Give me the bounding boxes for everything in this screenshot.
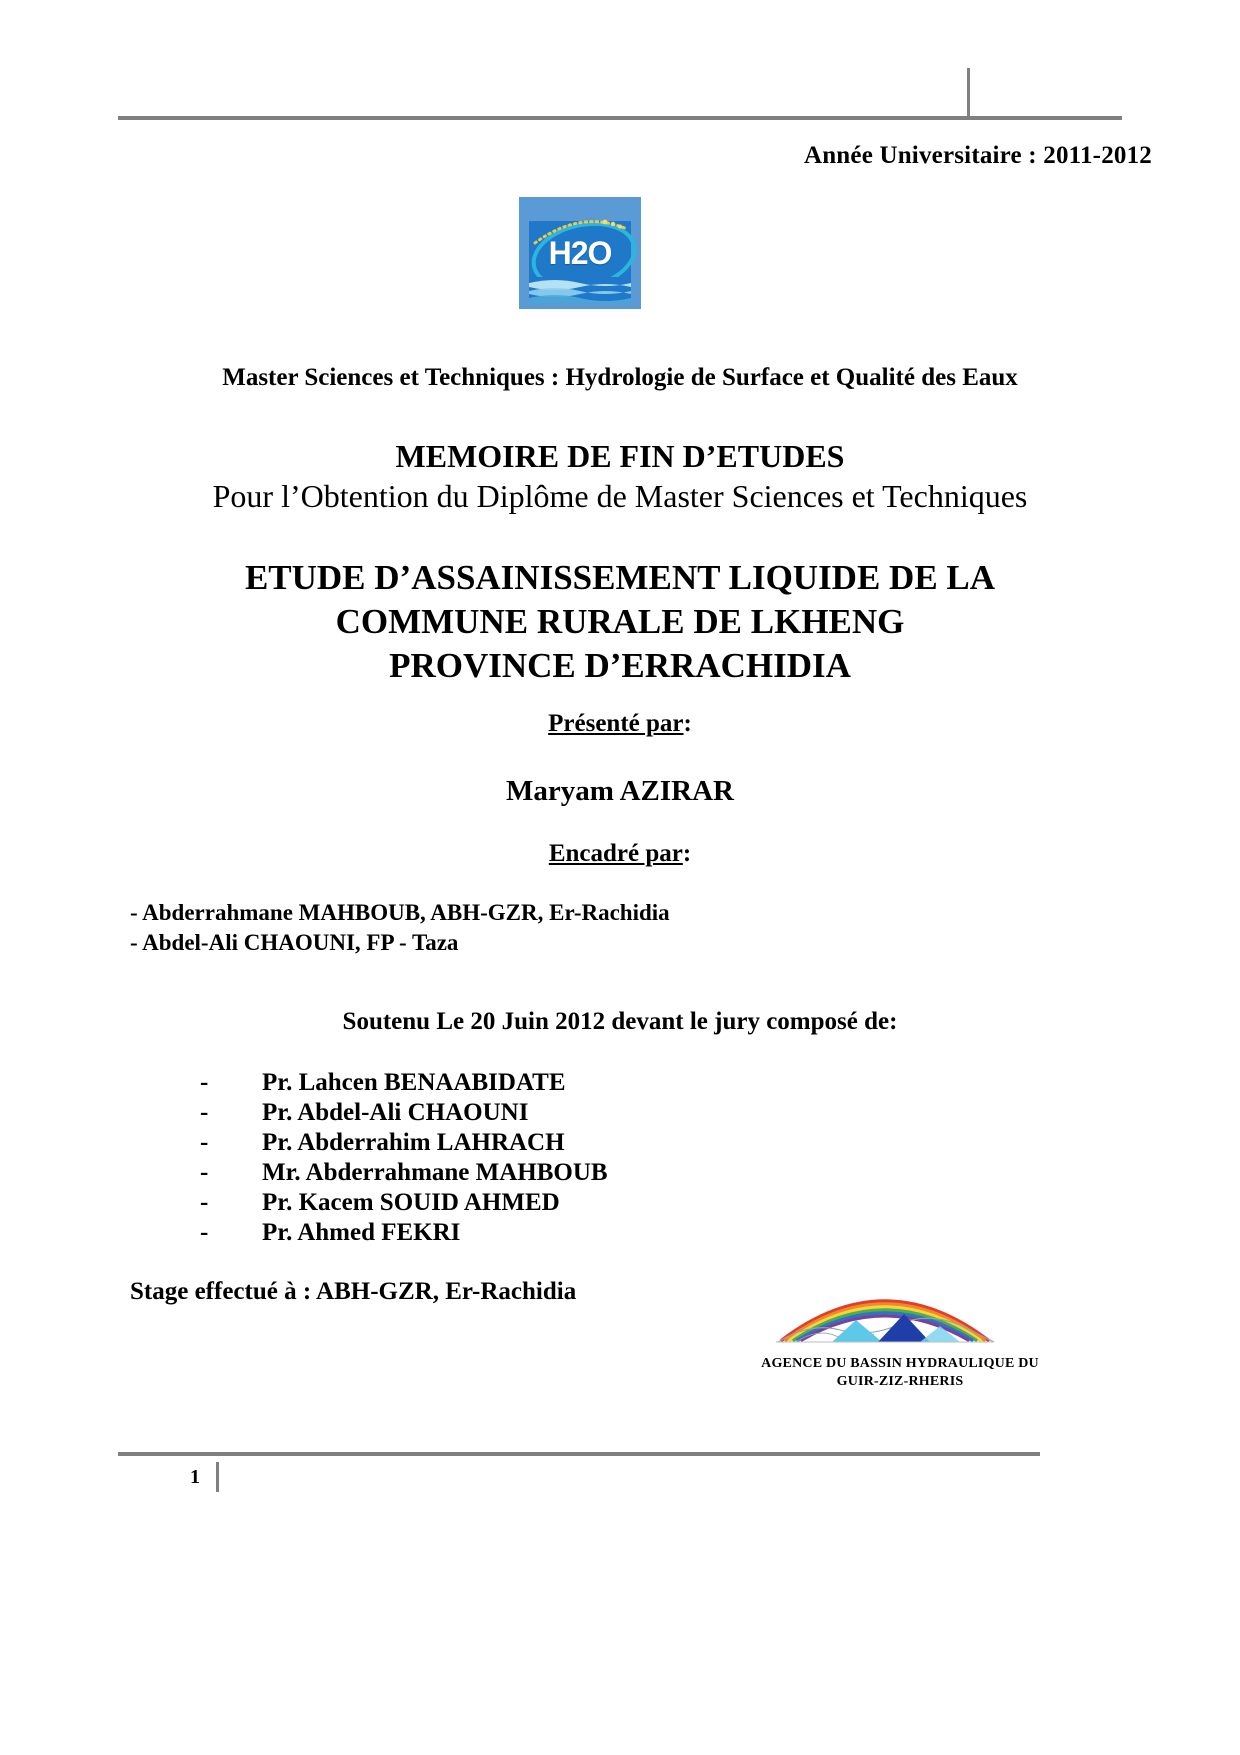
header-rule-group — [118, 60, 1122, 120]
presented-by-colon: : — [683, 710, 692, 737]
agency-caption — [690, 1355, 1110, 1391]
main-title — [0, 556, 1240, 688]
document-purpose-line: Pour l’Obtention du Diplôme de Master Sciences et Techniques — [212, 478, 1028, 514]
h2o-logo-text: H2O — [548, 235, 612, 271]
agency-caption-line-1: AGENCE DU BASSIN HYDRAULIQUE DU — [761, 1356, 1039, 1371]
jury-list-item — [200, 1188, 1000, 1218]
supervisor-item: - Abdel-Ali CHAOUNI, FP - Taza — [130, 930, 459, 955]
presented-by-heading — [0, 710, 1240, 738]
supervised-by-label: Encadré par — [548, 840, 683, 867]
jury-bullet: - — [200, 1159, 209, 1186]
document-type-title: MEMOIRE DE FIN D’ETUDES — [395, 438, 845, 474]
master-program-line: Master Sciences et Techniques : Hydrologie de Surface et Qualité des Eaux — [222, 364, 1018, 391]
h2o-logo-icon — [519, 197, 641, 309]
internship-statement: Stage effectué à : ABH-GZR, Er-Rachidia — [130, 1278, 577, 1305]
jury-member-name: Pr. Abderrahim LAHRACH — [262, 1129, 565, 1156]
jury-member-name: Pr. Kacem SOUID AHMED — [262, 1189, 560, 1216]
jury-bullet: - — [200, 1219, 209, 1246]
jury-bullet: - — [200, 1069, 209, 1096]
jury-bullet: - — [200, 1189, 209, 1216]
agency-caption-line-2: GUIR-ZIZ-RHERIS — [836, 1374, 964, 1389]
header-rule-left — [118, 116, 980, 120]
jury-list-item — [200, 1128, 1000, 1158]
jury-list — [200, 1068, 1000, 1248]
supervisor-list — [130, 898, 1030, 958]
page-number: 1 — [190, 1466, 200, 1488]
jury-member-name: Pr. Abdel-Ali CHAOUNI — [262, 1099, 529, 1126]
jury-bullet: - — [200, 1129, 209, 1156]
h2o-logo-waves-icon — [529, 277, 631, 303]
jury-member-name: Mr. Abderrahmane MAHBOUB — [262, 1159, 608, 1186]
main-title-line-1: ETUDE D’ASSAINISSEMENT LIQUIDE DE LA — [244, 558, 996, 597]
main-title-line-3: PROVINCE D’ERRACHIDIA — [389, 646, 851, 685]
author-name: Maryam AZIRAR — [506, 775, 734, 807]
header-rule-right — [980, 116, 1122, 120]
jury-bullet: - — [200, 1099, 209, 1126]
jury-list-item — [200, 1098, 1000, 1128]
jury-list-item — [200, 1068, 1000, 1098]
footer-vertical-tick — [216, 1462, 219, 1492]
jury-list-item — [200, 1218, 1000, 1248]
jury-member-name: Pr. Lahcen BENAABIDATE — [262, 1069, 566, 1096]
main-title-line-2: COMMUNE RURALE DE LKHENG — [335, 602, 905, 641]
supervised-by-colon: : — [682, 840, 692, 867]
abh-rainbow-logo-icon — [770, 1278, 1000, 1348]
footer-rule — [118, 1452, 1040, 1456]
presented-by-label: Présenté par — [548, 710, 684, 737]
supervisor-item: - Abderrahmane MAHBOUB, ABH-GZR, Er-Rachidia — [130, 900, 670, 925]
footer-page-group — [180, 1462, 228, 1492]
header-vertical-tick — [967, 68, 970, 120]
supervised-by-heading — [0, 840, 1240, 868]
jury-list-item — [200, 1158, 1000, 1188]
jury-member-name: Pr. Ahmed FEKRI — [262, 1219, 461, 1246]
academic-year-label: Année Universitaire : 2011-2012 — [803, 142, 1152, 169]
defense-statement: Soutenu Le 20 Juin 2012 devant le jury composé de: — [342, 1008, 898, 1035]
